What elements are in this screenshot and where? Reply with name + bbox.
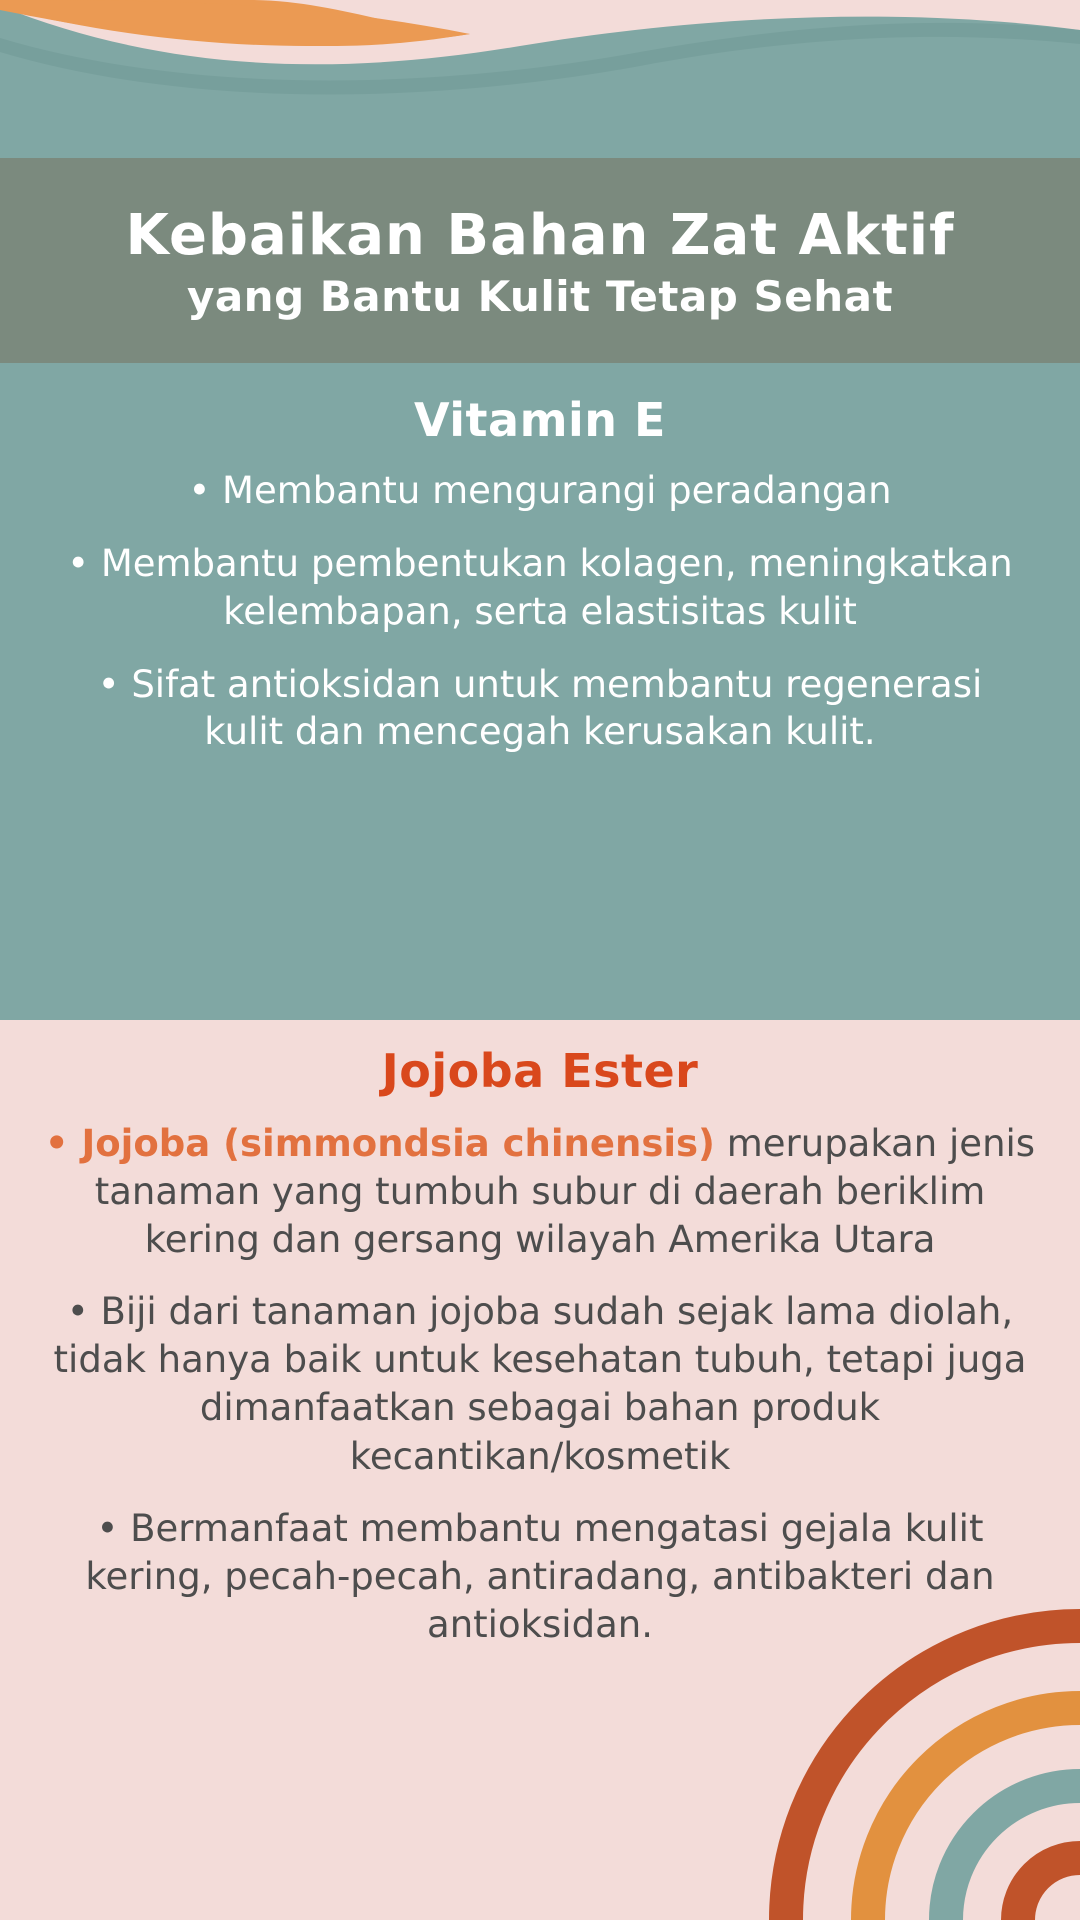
page-title: Kebaikan Bahan Zat Aktif: [125, 203, 955, 268]
list-item: • Sifat antioksidan untuk membantu regenerasi kulit dan mencegah kerusakan kulit.: [97, 663, 983, 754]
header-band: [0, 158, 1080, 363]
section-title-jojoba-ester: Jojoba Ester: [381, 1044, 699, 1098]
list-item: • Bermanfaat membantu mengatasi gejala kulit kering, pecah-pecah, antiradang, antibakteri dan antioksidan.: [85, 1506, 995, 1646]
section-vitamin-e: [0, 363, 1080, 1020]
top-decoration: [0, 0, 1080, 160]
list-item: • Membantu pembentukan kolagen, meningkatkan kelembapan, serta elastisitas kulit: [67, 542, 1013, 633]
section-title-vitamin-e: Vitamin E: [414, 393, 666, 447]
section-jojoba-ester: [0, 1020, 1080, 1920]
top-wave-graphic: [0, 0, 1080, 160]
page-subtitle: yang Bantu Kulit Tetap Sehat: [186, 271, 894, 321]
list-item: • Membantu mengurangi peradangan: [188, 469, 892, 512]
list-item: [34, 1120, 1046, 1264]
list-item: • Biji dari tanaman jojoba sudah sejak lama diolah, tidak hanya baik untuk kesehatan tubuh, tetapi juga dimanfaatkan sebagai bahan produk kecantikan/kosmetik: [53, 1290, 1027, 1478]
list-item-highlight: • Jojoba (simmondsia chinensis): [44, 1122, 715, 1165]
list-item-text: merupakan jenis tanaman yang tumbuh subur di daerah beriklim kering dan gersang wilayah Amerika Utara: [94, 1122, 1036, 1262]
